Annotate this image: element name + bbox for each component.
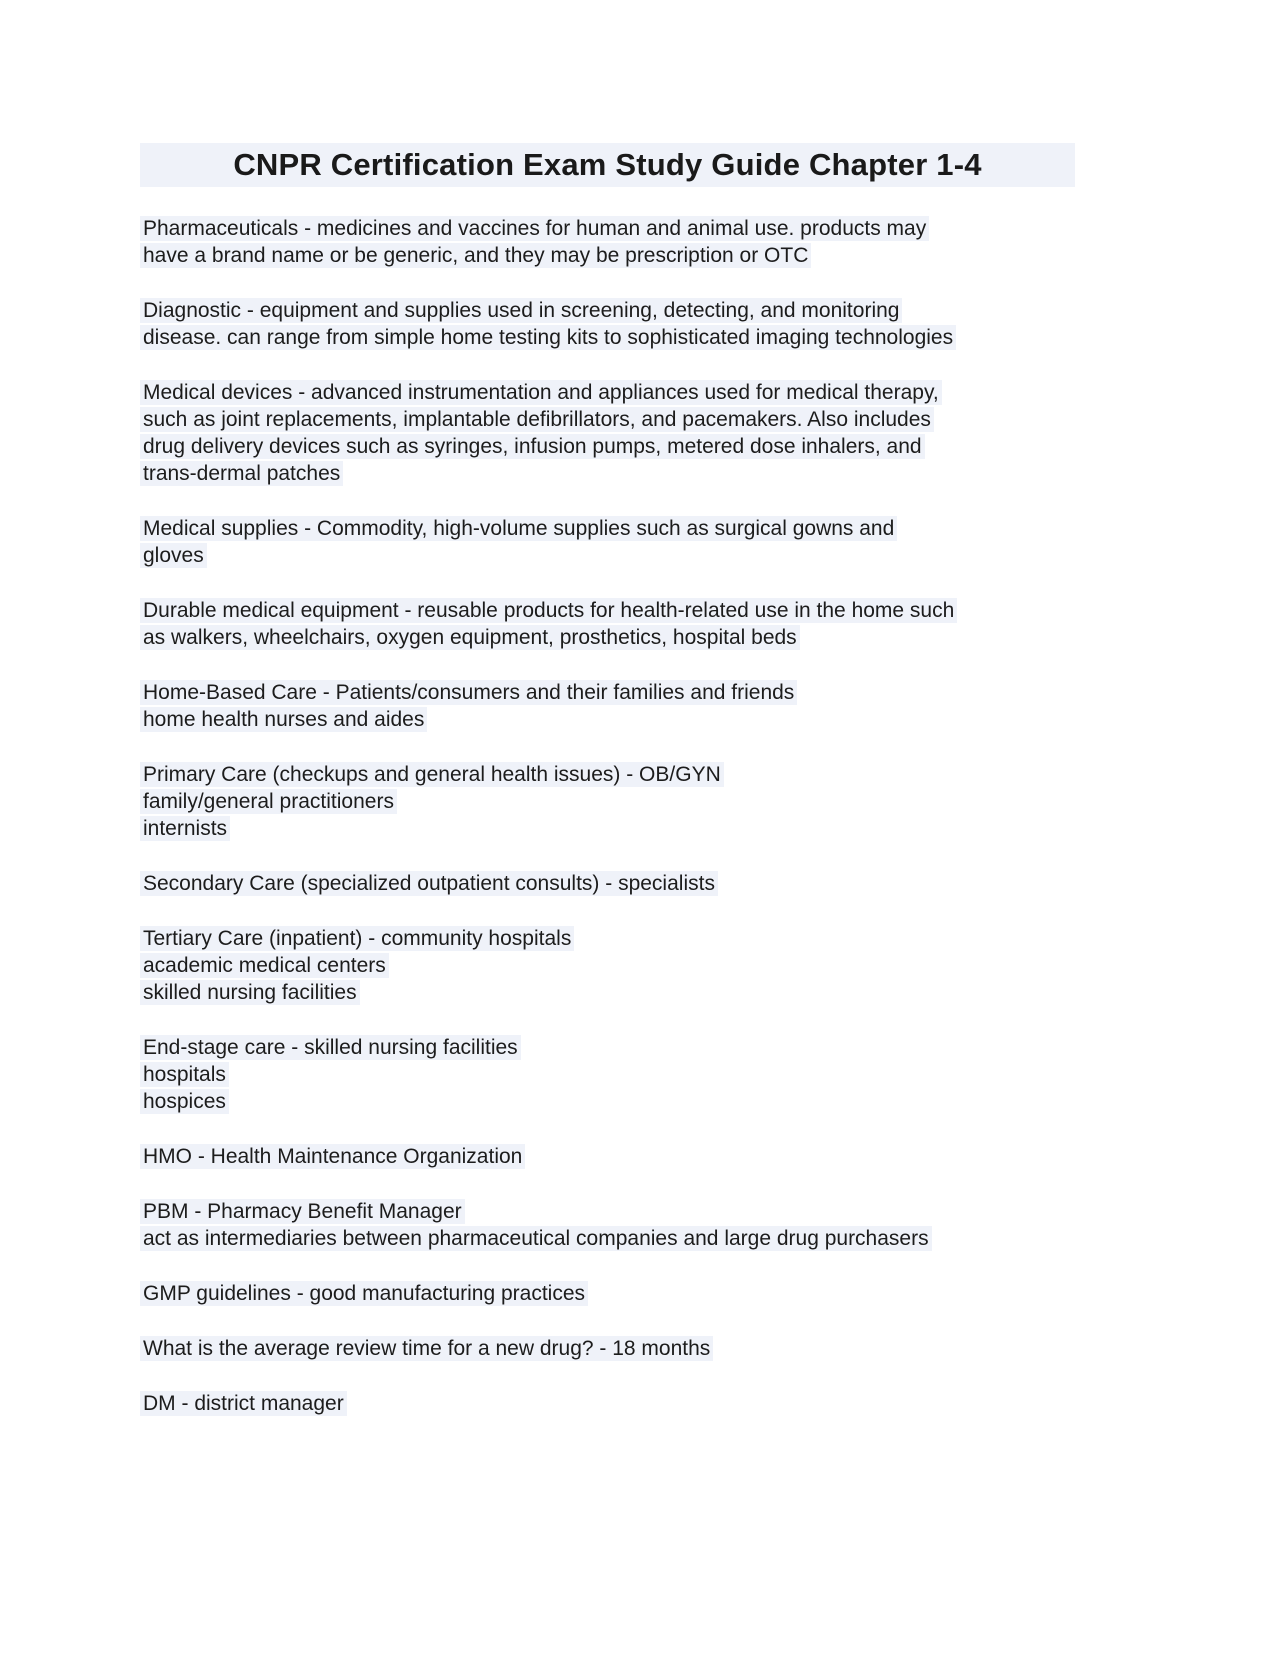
- text-line: Durable medical equipment - reusable products for health-related use in the home such: [140, 598, 957, 623]
- text-line: DM - district manager: [140, 1391, 347, 1416]
- text-line: disease. can range from simple home testing kits to sophisticated imaging technologies: [140, 325, 956, 350]
- text-line: GMP guidelines - good manufacturing practices: [140, 1281, 588, 1306]
- text-line: Medical supplies - Commodity, high-volume supplies such as surgical gowns and: [140, 516, 897, 541]
- paragraph-pbm: [143, 1198, 1215, 1252]
- text-line: End-stage care - skilled nursing facilities: [140, 1035, 521, 1060]
- paragraph-gmp: [143, 1280, 1215, 1307]
- page-title: CNPR Certification Exam Study Guide Chapter 1-4: [140, 143, 1075, 187]
- text-line: act as intermediaries between pharmaceutical companies and large drug purchasers: [140, 1226, 932, 1251]
- text-line: hospices: [140, 1089, 229, 1114]
- text-line: internists: [140, 816, 230, 841]
- text-line: Pharmaceuticals - medicines and vaccines for human and animal use. products may: [140, 216, 929, 241]
- paragraph-medical-devices: [143, 379, 1215, 487]
- paragraph-pharmaceuticals: [143, 215, 1215, 269]
- text-line: PBM - Pharmacy Benefit Manager: [140, 1199, 465, 1224]
- text-line: Medical devices - advanced instrumentation and appliances used for medical therapy,: [140, 380, 942, 405]
- text-line: home health nurses and aides: [140, 707, 427, 732]
- text-line: such as joint replacements, implantable defibrillators, and pacemakers. Also includes: [140, 407, 934, 432]
- paragraph-primary-care: [143, 761, 1215, 842]
- text-line: academic medical centers: [140, 953, 389, 978]
- text-line: Secondary Care (specialized outpatient consults) - specialists: [140, 871, 718, 896]
- text-line: gloves: [140, 543, 207, 568]
- text-line: have a brand name or be generic, and they may be prescription or OTC: [140, 243, 811, 268]
- paragraph-diagnostic: [143, 297, 1215, 351]
- paragraph-end-stage-care: [143, 1034, 1215, 1115]
- text-line: skilled nursing facilities: [140, 980, 360, 1005]
- paragraph-review-time: [143, 1335, 1215, 1362]
- text-line: as walkers, wheelchairs, oxygen equipment, prosthetics, hospital beds: [140, 625, 800, 650]
- paragraph-tertiary-care: [143, 925, 1215, 1006]
- paragraph-medical-supplies: [143, 515, 1215, 569]
- text-line: drug delivery devices such as syringes, infusion pumps, metered dose inhalers, and: [140, 434, 925, 459]
- paragraph-durable-medical-equipment: [143, 597, 1215, 651]
- text-line: Diagnostic - equipment and supplies used in screening, detecting, and monitoring: [140, 298, 902, 323]
- text-line: hospitals: [140, 1062, 229, 1087]
- text-line: Primary Care (checkups and general health issues) - OB/GYN: [140, 762, 724, 787]
- text-line: Home-Based Care - Patients/consumers and their families and friends: [140, 680, 797, 705]
- text-line: trans-dermal patches: [140, 461, 343, 486]
- paragraph-hmo: [143, 1143, 1215, 1170]
- paragraph-dm: [143, 1390, 1215, 1417]
- text-line: Tertiary Care (inpatient) - community hospitals: [140, 926, 574, 951]
- text-line: HMO - Health Maintenance Organization: [140, 1144, 525, 1169]
- text-line: family/general practitioners: [140, 789, 397, 814]
- paragraph-home-based-care: [143, 679, 1215, 733]
- text-line: What is the average review time for a new drug? - 18 months: [140, 1336, 713, 1361]
- paragraph-secondary-care: [143, 870, 1215, 897]
